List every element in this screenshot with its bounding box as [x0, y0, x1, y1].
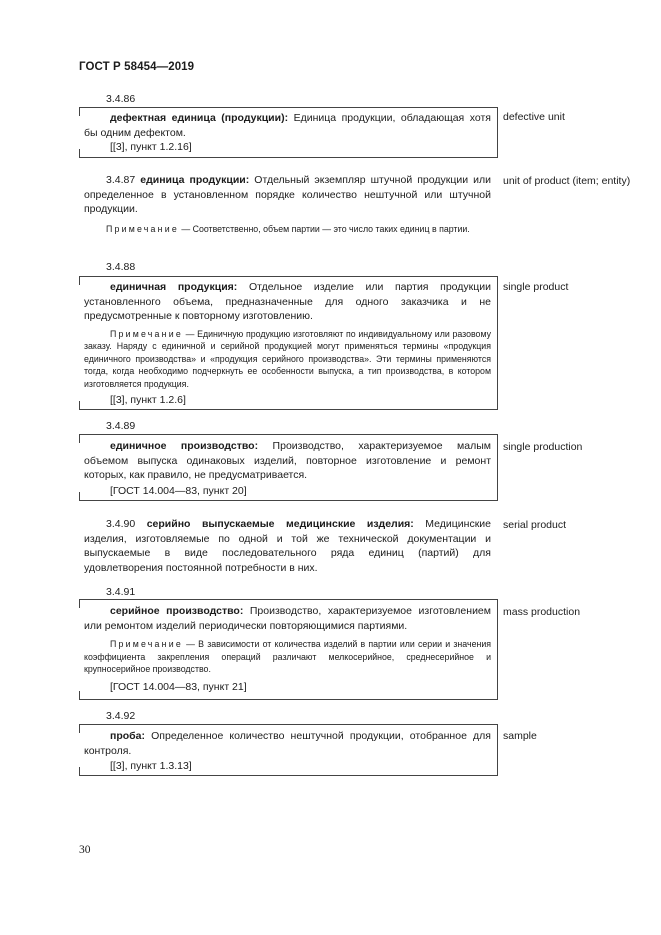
clause-number: 3.4.88 — [106, 261, 136, 273]
term-block-3-4-90 — [84, 517, 491, 575]
term-note — [79, 638, 497, 676]
term-box-3-4-91 — [79, 599, 498, 700]
definition-text: Определенное количество нештучной продукции, отобранное для контроля. — [84, 730, 491, 757]
definition-text: Отдельный экземпляр штучной продукции или определенное в установленном порядке количество нештучной или штучной продукции. — [84, 174, 491, 216]
term-name: проба: — [110, 730, 145, 742]
english-term: defective unit — [503, 111, 565, 123]
term-box-3-4-92 — [79, 724, 498, 776]
term-definition — [79, 111, 497, 140]
english-term: single production — [503, 441, 583, 453]
term-source: [[3], пункт 1.3.13] — [110, 760, 192, 773]
term-definition — [79, 729, 497, 758]
note-label: Примечание — [110, 639, 183, 650]
clause-number: 3.4.92 — [106, 710, 136, 722]
term-definition — [84, 517, 491, 575]
clause-number: 3.4.87 — [106, 174, 136, 186]
clause-number: 3.4.86 — [106, 93, 136, 105]
term-source: [[3], пункт 1.2.16] — [110, 141, 192, 154]
term-name: дефектная единица (продукции): — [110, 112, 289, 124]
definition-text: Отдельное изделие или партия продукции установленного объема, предназначенные для одного заказчика и не предусмотренные к повторному изготовлению. — [84, 281, 491, 323]
definition-text: Медицинские изделия, изготовляемые по одной и той же технической документации и выпускаемые в виде последовательного ряда единиц (партий) для удовлетворения постоянной потребности в них. — [84, 518, 492, 574]
clause-number: 3.4.91 — [106, 586, 136, 598]
term-name: единица продукции: — [140, 174, 250, 186]
term-source: [ГОСТ 14.004—83, пункт 20] — [110, 484, 247, 497]
english-term: mass production — [503, 606, 581, 618]
term-name: серийное производство: — [110, 605, 244, 617]
note-text: — В зависимости от количества изделий в партии или серии и значения коэффициента закрепления операций различают мелкосерийное, среднесерийное и крупносерийное производство. — [84, 639, 491, 675]
page-number: 30 — [79, 844, 91, 856]
english-term: unit of product (item; entity) — [503, 175, 631, 187]
term-definition — [84, 173, 491, 217]
term-definition — [79, 280, 497, 324]
english-term: single product — [503, 281, 569, 293]
note-label: Примечание — [106, 223, 179, 234]
definition-text: Единица продукции, обладающая хотя бы одним дефектом. — [84, 112, 491, 139]
english-term: serial product — [503, 519, 567, 531]
definition-text: Производство, характеризуемое малым объемом выпуска одинаковых изделий, повторное изготовление и ремонт которых, как правило, не предусматривается. — [84, 440, 491, 482]
term-box-3-4-88 — [79, 276, 498, 410]
term-definition — [79, 439, 497, 483]
term-box-3-4-89 — [79, 434, 498, 501]
clause-number: 3.4.90 — [106, 518, 136, 530]
note-label: Примечание — [110, 328, 183, 339]
clause-number: 3.4.89 — [106, 420, 136, 432]
note-text: — Единичную продукцию изготовляют по индивидуальному или разовому заказу. Наряду с единичной и серийной продукцией могут применяться термины «продукция единичного производства» и «продукция серийного производства». Эти термины применяются тогда, когда необходимо подчеркнуть ее особенности выпуска, а тип производства, в котором изготовляется продукция. — [84, 328, 491, 389]
term-name: единичное производство: — [110, 440, 259, 452]
term-definition — [79, 604, 497, 633]
term-name: серийно выпускаемые медицинские изделия: — [146, 518, 414, 530]
term-block-3-4-87 — [84, 173, 491, 235]
term-source: [ГОСТ 14.004—83, пункт 21] — [110, 680, 247, 693]
document-header: ГОСТ Р 58454—2019 — [79, 61, 195, 73]
term-name: единичная продукция: — [110, 281, 238, 293]
term-note — [84, 223, 491, 236]
english-term: sample — [503, 730, 537, 742]
term-note — [79, 328, 497, 391]
definition-text: Производство, характеризуемое изготовлением или ремонтом изделий периодически повторяющимися партиями. — [84, 605, 491, 632]
term-source: [[3], пункт 1.2.6] — [110, 394, 186, 407]
note-text: — Соответственно, объем партии — это число таких единиц в партии. — [178, 223, 470, 234]
term-box-3-4-86 — [79, 107, 498, 158]
